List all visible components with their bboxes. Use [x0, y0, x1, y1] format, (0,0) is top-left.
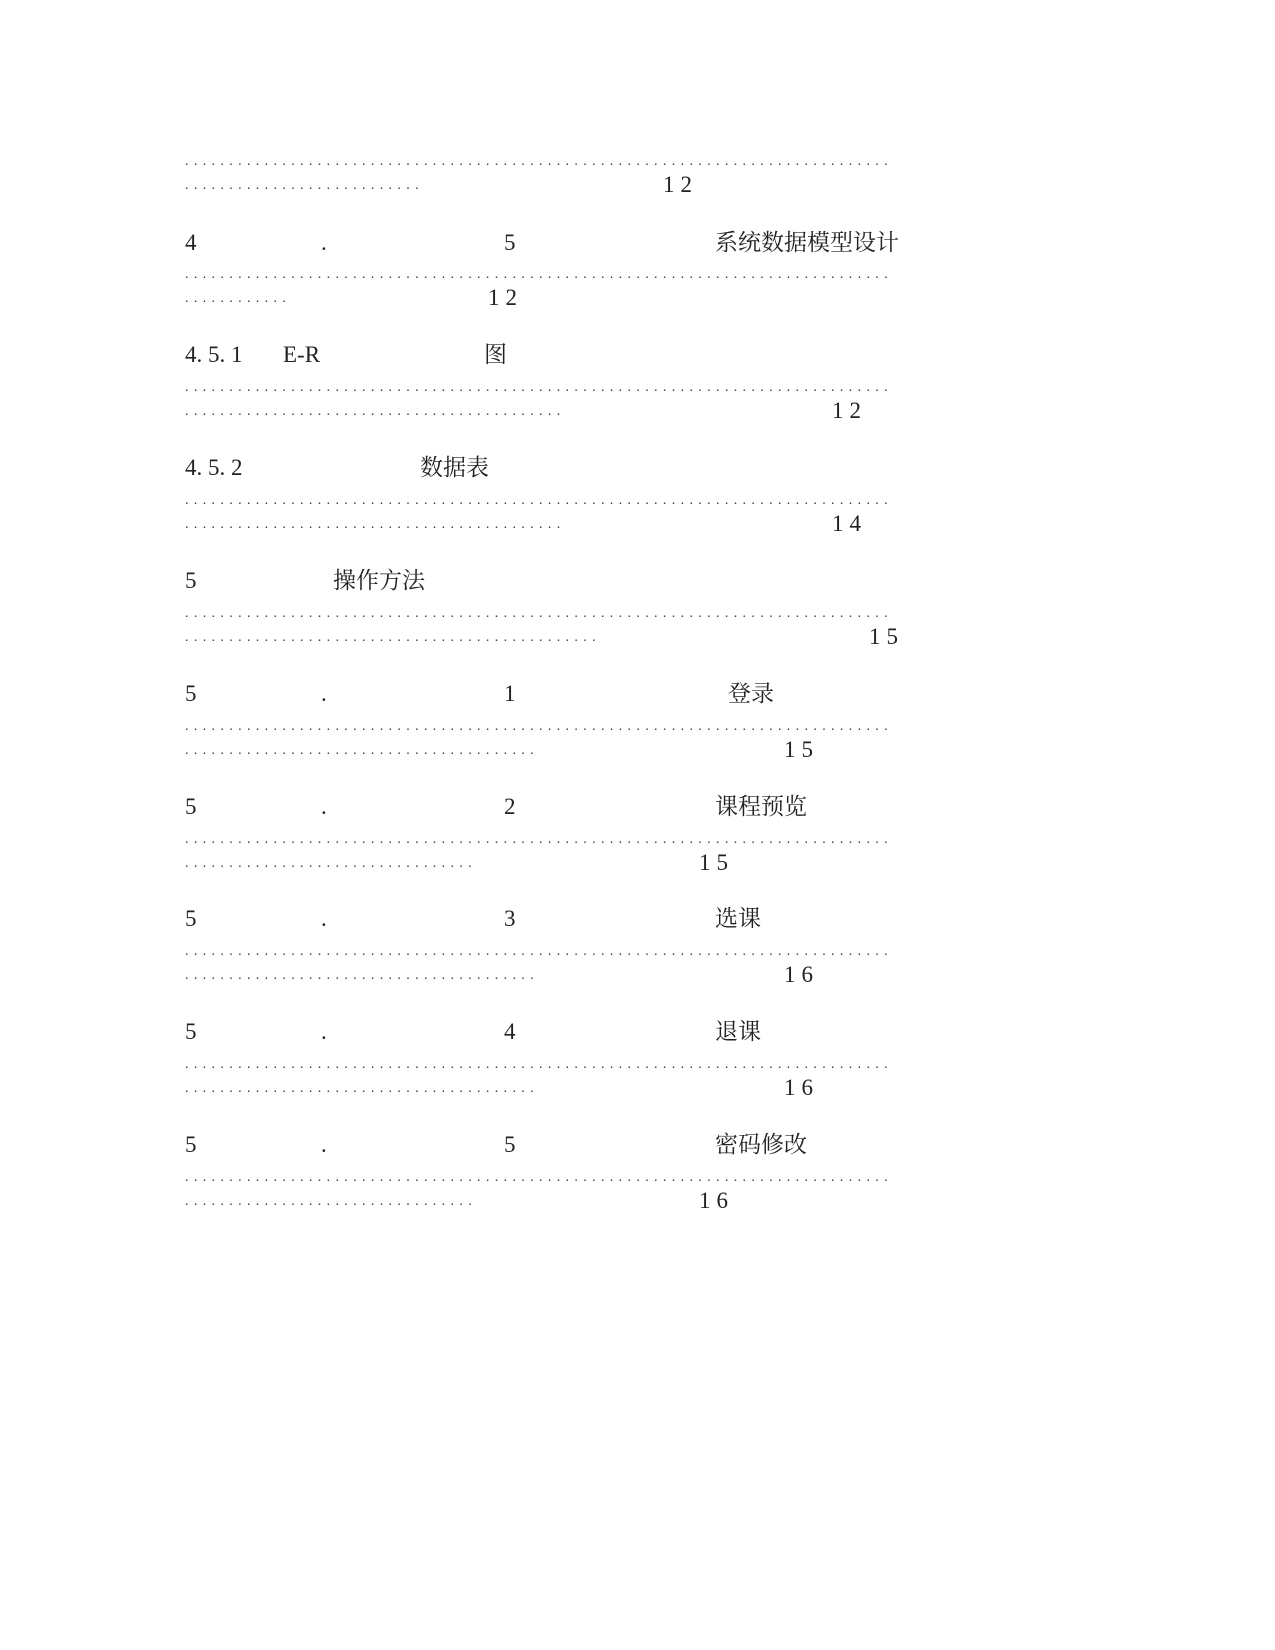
toc-leader-dots: ................................................................................: [185, 1171, 893, 1185]
toc-page-number: 16: [784, 962, 819, 987]
toc-leader-dots: ................................................................................: [185, 381, 893, 395]
toc-number: 4. 5. 1: [185, 342, 243, 367]
toc-entry-title: 图: [484, 342, 507, 367]
toc-entry-title: E-R: [283, 342, 321, 367]
toc-leader-dots: ................................................................................: [185, 833, 893, 847]
toc-leader-dots: ...........................................: [185, 405, 566, 419]
toc-page-number: 14: [832, 511, 867, 536]
toc-leader-dots: ........................................: [185, 969, 539, 983]
toc-separator: .: [321, 230, 327, 255]
toc-number: 1: [504, 681, 516, 706]
toc-leader-dots: ...........................: [185, 179, 424, 193]
toc-page-number: 15: [784, 737, 819, 762]
toc-separator: .: [321, 1019, 327, 1044]
toc-number: 5: [185, 1019, 197, 1044]
toc-page-number: 16: [699, 1188, 734, 1213]
toc-entry-title: 系统数据模型设计: [715, 230, 899, 255]
toc-page-number: 12: [832, 398, 867, 423]
toc-leader-dots: ...........................................: [185, 518, 566, 532]
toc-separator: .: [321, 1132, 327, 1157]
toc-entry-title: 课程预览: [715, 794, 807, 819]
toc-leader-dots: ................................................................................: [185, 494, 893, 508]
toc-number: 4: [185, 230, 197, 255]
toc-number: 5: [185, 794, 197, 819]
toc-leader-dots: ................................................................................: [185, 1058, 893, 1072]
toc-entry-title: 数据表: [420, 455, 489, 480]
toc-leader-dots: ............: [185, 292, 292, 306]
toc-entry-title: 操作方法: [333, 568, 425, 593]
toc-number: 2: [504, 794, 516, 819]
toc-number: 5: [504, 230, 516, 255]
toc-number: 5: [185, 681, 197, 706]
toc-leader-dots: ................................................................................: [185, 268, 893, 282]
toc-separator: .: [321, 794, 327, 819]
toc-page-number: 15: [869, 624, 904, 649]
toc-leader-dots: .................................: [185, 857, 478, 871]
toc-page-number: 16: [784, 1075, 819, 1100]
toc-entry-title: 选课: [715, 906, 761, 931]
toc-number: 5: [504, 1132, 516, 1157]
toc-number: 5: [185, 906, 197, 931]
toc-separator: .: [321, 681, 327, 706]
toc-number: 4: [504, 1019, 516, 1044]
toc-page-number: 12: [663, 172, 698, 197]
toc-number: 5: [185, 1132, 197, 1157]
toc-entry-title: 登录: [728, 681, 774, 706]
toc-leader-dots: .................................: [185, 1195, 478, 1209]
toc-leader-dots: ...............................................: [185, 631, 601, 645]
toc-page-number: 15: [699, 850, 734, 875]
toc-leader-dots: ................................................................................: [185, 607, 893, 621]
toc-leader-dots: ................................................................................: [185, 155, 893, 169]
toc-leader-dots: ........................................: [185, 744, 539, 758]
toc-leader-dots: ................................................................................: [185, 945, 893, 959]
toc-number: 3: [504, 906, 516, 931]
toc-number: 4. 5. 2: [185, 455, 243, 480]
toc-separator: .: [321, 906, 327, 931]
toc-number: 5: [185, 568, 197, 593]
toc-page-number: 12: [488, 285, 523, 310]
toc-leader-dots: ........................................: [185, 1082, 539, 1096]
toc-entry-title: 退课: [715, 1019, 761, 1044]
toc-leader-dots: ................................................................................: [185, 720, 893, 734]
toc-entry-title: 密码修改: [715, 1132, 807, 1157]
